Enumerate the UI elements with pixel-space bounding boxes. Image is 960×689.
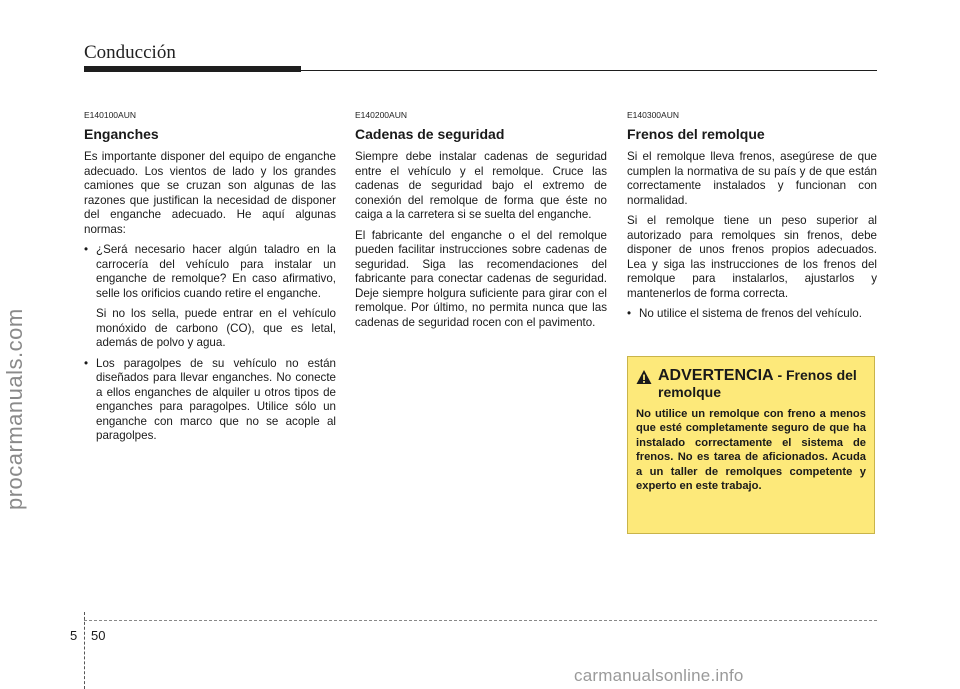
- page-number: 50: [91, 628, 106, 643]
- bullet-glyph: •: [84, 243, 89, 256]
- section-code: E140200AUN: [355, 110, 407, 120]
- bottom-watermark: carmanualsonline.info: [574, 666, 744, 685]
- chapter-number: 5: [70, 628, 78, 643]
- warning-subtitle: - Frenos del remolque: [658, 367, 857, 400]
- section-code: E140300AUN: [627, 110, 679, 120]
- section-title: Enganches: [84, 126, 159, 142]
- section-title: Frenos del remolque: [627, 126, 765, 142]
- bullet-item: [84, 357, 336, 444]
- bullet-text: Los paragolpes de su vehículo no están diseñados para llevar enganches. No conecte a ellos enganches de alquiler u otros tipos de enganches para paragolpes. Utilice sólo un enganche con marco que no se acople al paragolpes.: [96, 356, 336, 442]
- section-frenos: [627, 110, 877, 328]
- footer-dash: [84, 612, 85, 689]
- warning-triangle-icon: [636, 369, 652, 385]
- bullet-text: No utilice el sistema de frenos del vehículo.: [639, 307, 862, 320]
- warning-box: [627, 356, 875, 534]
- header-line: [301, 70, 877, 71]
- paragraph: Si el remolque tiene un peso superior al autorizado para remolques sin frenos, debe disponer de unos frenos propios adecuados. Lea y siga las instrucciones de los frenos del remolque para instalarlos, ajustarlos y mantenerlos de forma correcta.: [627, 214, 877, 300]
- warning-label: ADVERTENCIA: [658, 367, 774, 384]
- paragraph: Si el remolque lleva frenos, asegúrese de que cumplen la normativa de su país y de que están correctamente instalados y funcionan con normalidad.: [627, 150, 877, 207]
- section-cadenas: [355, 110, 607, 336]
- section-enganches: [84, 110, 336, 450]
- section-code: E140100AUN: [84, 110, 136, 120]
- footer-rule: [84, 620, 877, 621]
- bullet-glyph: •: [627, 307, 632, 320]
- header-title: Conducción: [84, 42, 176, 63]
- paragraph: El fabricante del enganche o el del remolque pueden facilitar instrucciones sobre cadenas de seguridad. Siga las recomendaciones del fabricante para conectar cadenas de seguridad. Deje siempre holgura suficiente para girar con el remolque. Por último, no permita nunca que las cadenas de seguridad rocen con el pavimento.: [355, 228, 607, 329]
- bullet-sub-paragraph: Si no los sella, puede entrar en el vehículo monóxido de carbono (CO), que es letal, además de polvo y agua.: [96, 307, 336, 349]
- bullet-item: [627, 307, 877, 322]
- bullet-text: ¿Será necesario hacer algún taladro en la carrocería del vehículo para instalar un enganche de remolque? En caso afirmativo, selle los orificios cuando retire el enganche.: [96, 243, 336, 300]
- side-watermark: procarmanuals.com: [2, 308, 27, 510]
- warning-title: [658, 367, 866, 401]
- header-bar: [84, 66, 301, 72]
- section-title: Cadenas de seguridad: [355, 126, 505, 142]
- paragraph: Siempre debe instalar cadenas de seguridad entre el vehículo y el remolque. Cruce las cadenas de seguridad bajo el extremo de conexión del remolque de forma que éste no caiga a la carretera si se suelta del enganche.: [355, 150, 607, 221]
- bullet-item: [84, 243, 336, 301]
- warning-body: No utilice un remolque con freno a menos que esté completamente seguro de que ha instalado correctamente el sistema de frenos. No es tarea de aficionados. Acuda a un taller de remolques competente y experto en este trabajo.: [636, 408, 866, 493]
- bullet-glyph: •: [84, 356, 89, 370]
- warning-header: [636, 367, 866, 401]
- paragraph: Es importante disponer del equipo de enganche adecuado. Los vientos de lado y los grandes camiones que se cruzan son algunas de las razones que justifican la necesidad de disponer del enganche adecuado. He aquí algunas normas:: [84, 150, 336, 236]
